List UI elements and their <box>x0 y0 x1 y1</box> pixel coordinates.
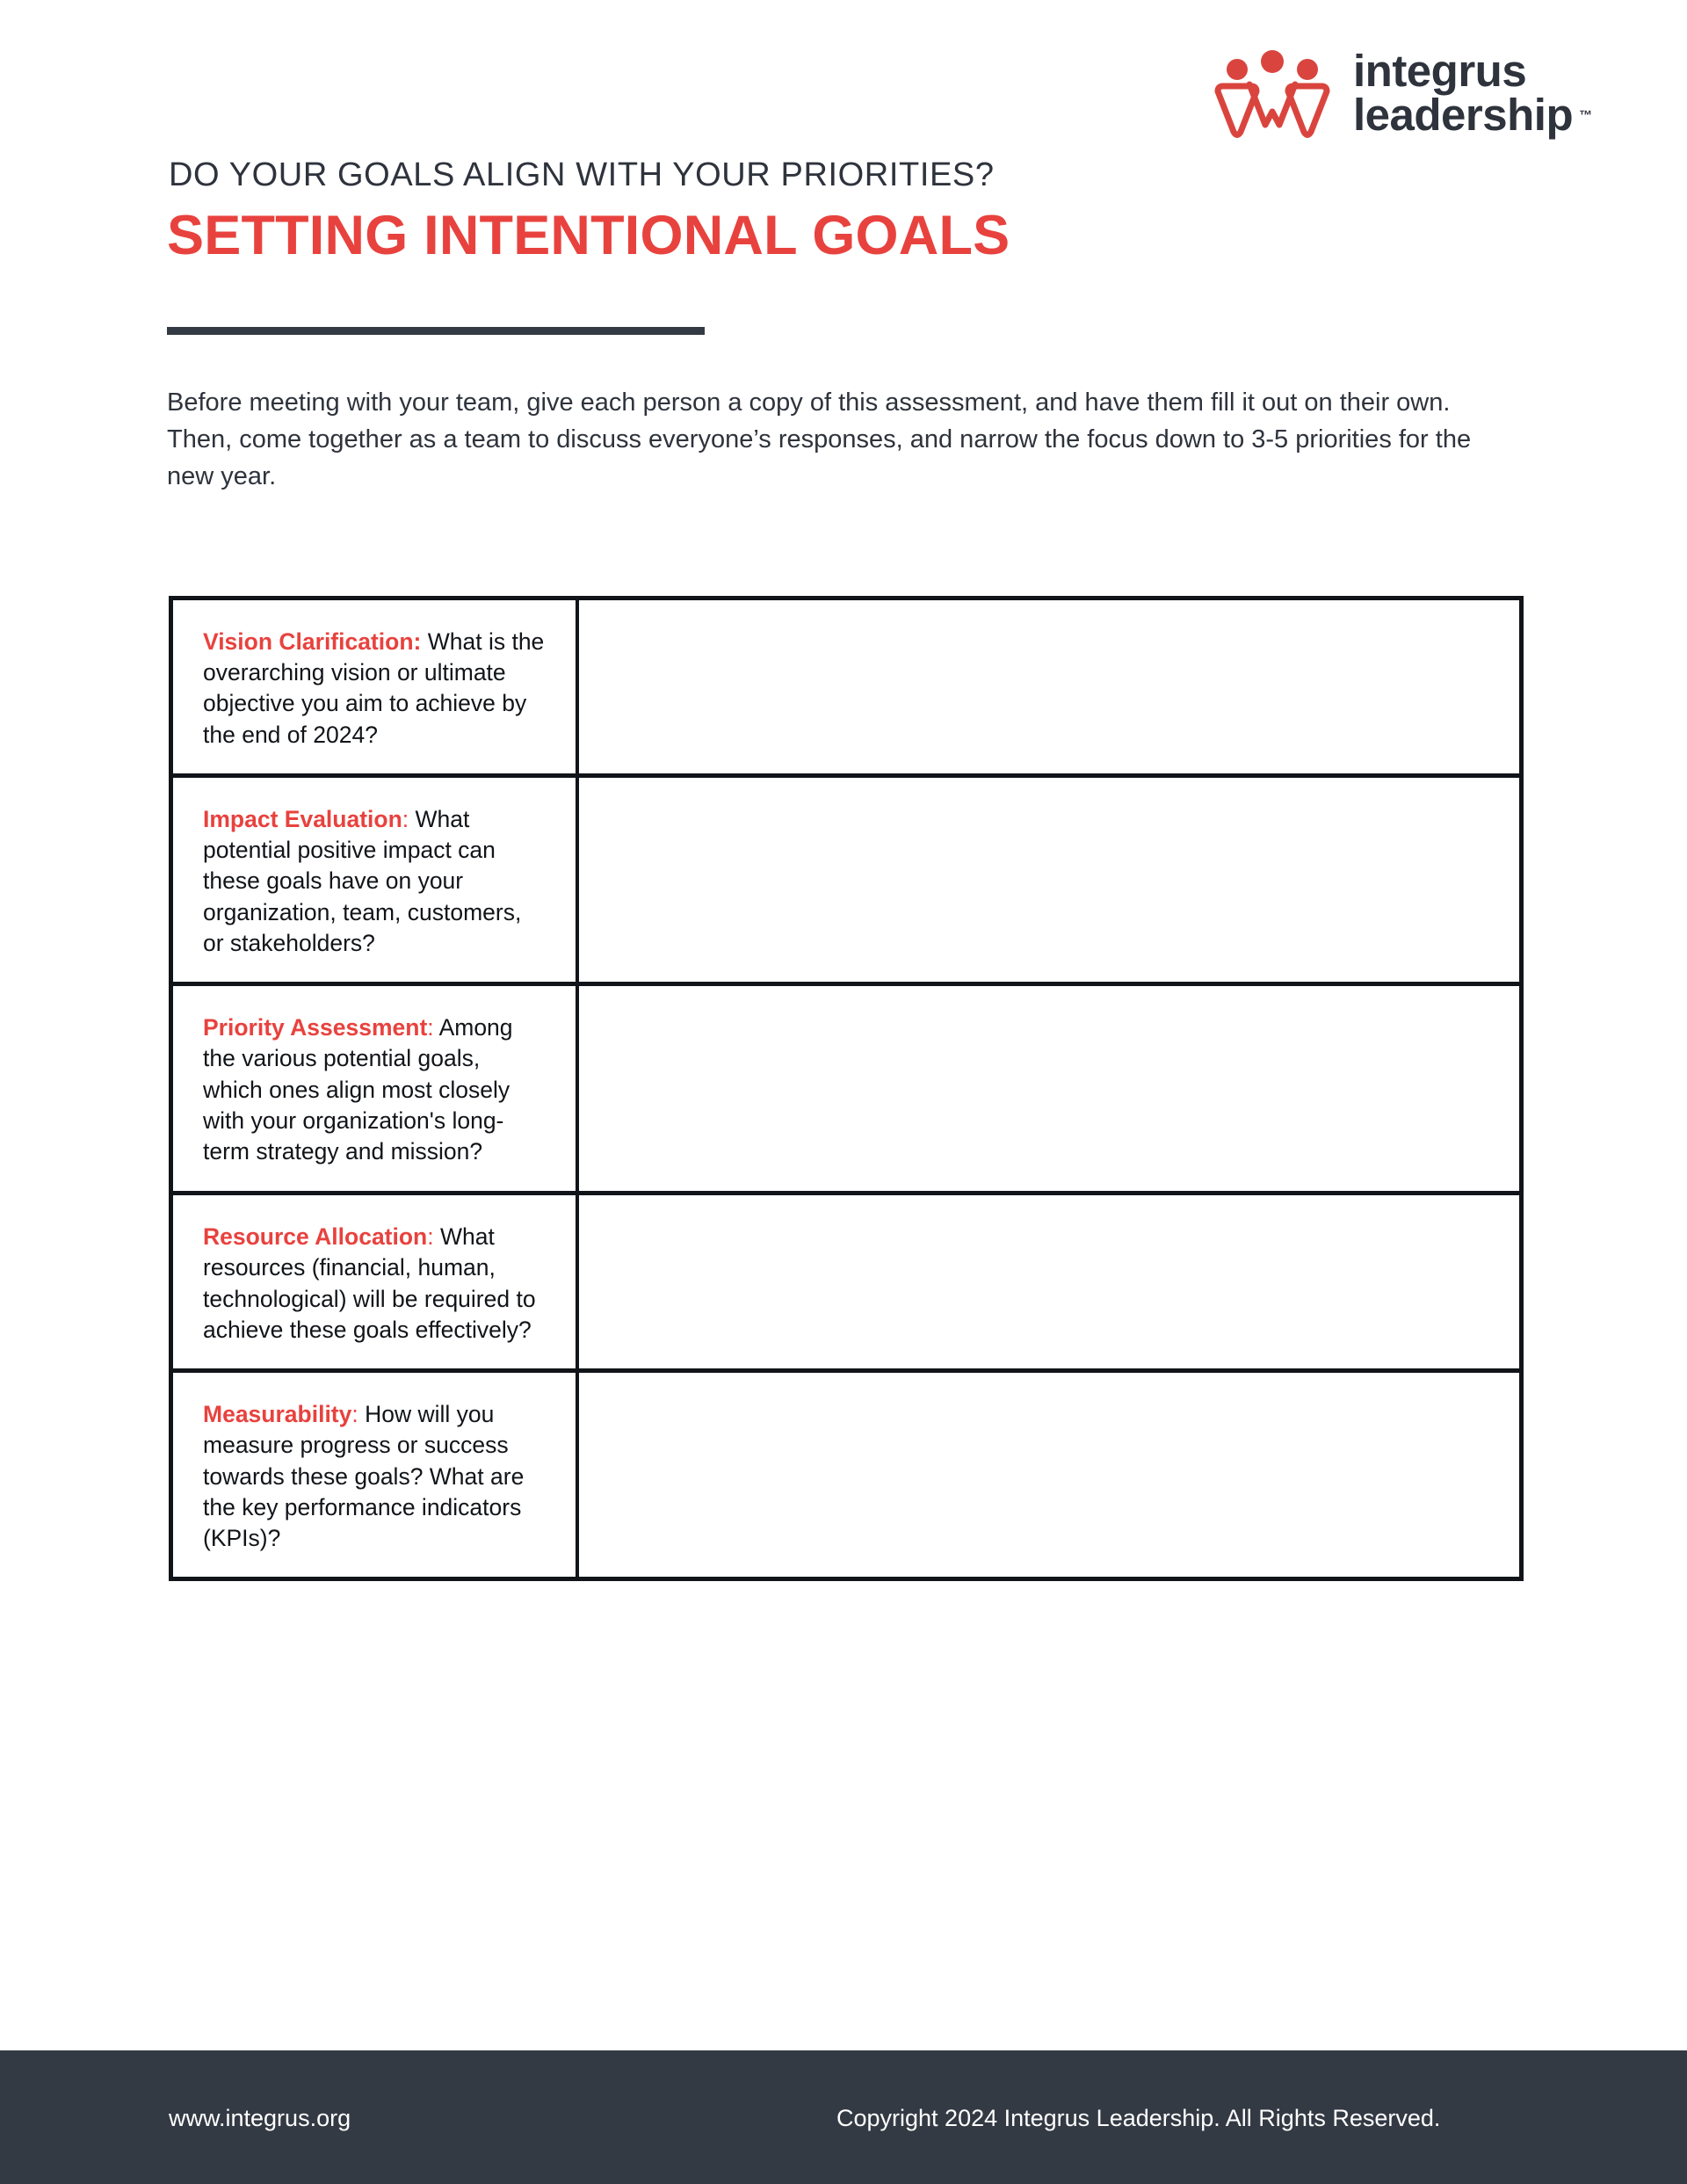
answer-cell[interactable] <box>579 1373 1519 1577</box>
title-divider <box>167 327 705 335</box>
table-row <box>173 600 1519 778</box>
question-label: Vision Clarification <box>203 628 414 655</box>
question-label: Resource Allocation <box>203 1223 428 1251</box>
answer-cell[interactable] <box>579 600 1519 773</box>
worksheet-table <box>169 596 1524 1581</box>
question-cell <box>173 778 579 982</box>
table-row <box>173 1373 1519 1577</box>
brand-wordmark <box>1353 46 1593 140</box>
brand-name-line2: leadership <box>1353 90 1574 140</box>
page-footer <box>0 2050 1687 2184</box>
table-row <box>173 986 1519 1195</box>
question-separator: : <box>413 628 422 655</box>
question-text: What resources (financial, human, technological) will be required to achieve these goals effectively? <box>203 1223 536 1343</box>
answer-cell[interactable] <box>579 986 1519 1191</box>
question-text: Among the various potential goals, which ones align most closely with your organization's long-term strategy and mission? <box>203 1014 513 1165</box>
question-separator: : <box>427 1014 434 1041</box>
question-label: Measurability <box>203 1401 352 1428</box>
brand-name-line1: integrus <box>1353 46 1527 97</box>
question-label: Impact Evaluation <box>203 805 402 832</box>
table-row <box>173 1195 1519 1373</box>
eyebrow-text: DO YOUR GOALS ALIGN WITH YOUR PRIORITIES? <box>169 156 995 193</box>
trademark-symbol: ™ <box>1579 108 1593 124</box>
question-cell <box>173 1373 579 1577</box>
table-row <box>173 778 1519 986</box>
answer-cell[interactable] <box>579 1195 1519 1368</box>
question-separator: : <box>351 1401 358 1428</box>
question-cell <box>173 1195 579 1368</box>
question-cell <box>173 986 579 1191</box>
answer-cell[interactable] <box>579 778 1519 982</box>
question-text: How will you measure progress or success towards these goals? What are the key performance indicators (KPIs)? <box>203 1401 525 1551</box>
question-label: Priority Assessment <box>203 1014 428 1041</box>
question-text: What is the overarching vision or ultimate objective you aim to achieve by the end of 2024? <box>203 628 545 748</box>
three-people-logo-icon <box>1211 46 1334 141</box>
footer-copyright: Copyright 2024 Integrus Leadership. All Rights Reserved. <box>836 2105 1441 2131</box>
question-separator: : <box>427 1223 434 1251</box>
brand-logo <box>1211 46 1593 141</box>
footer-website-link[interactable]: www.integrus.org <box>169 2105 351 2131</box>
page-title: SETTING INTENTIONAL GOALS <box>167 205 1010 266</box>
question-separator: : <box>402 805 409 832</box>
question-text: What potential positive impact can these goals have on your organization, team, customers, or stakeholders? <box>203 805 522 956</box>
intro-paragraph: Before meeting with your team, give each person a copy of this assessment, and have them fill it out on their own. Then, come together as a team to discuss everyone’s responses, and narrow the focus down to 3-5 priorities for the new year. <box>167 388 1472 490</box>
question-cell <box>173 600 579 773</box>
